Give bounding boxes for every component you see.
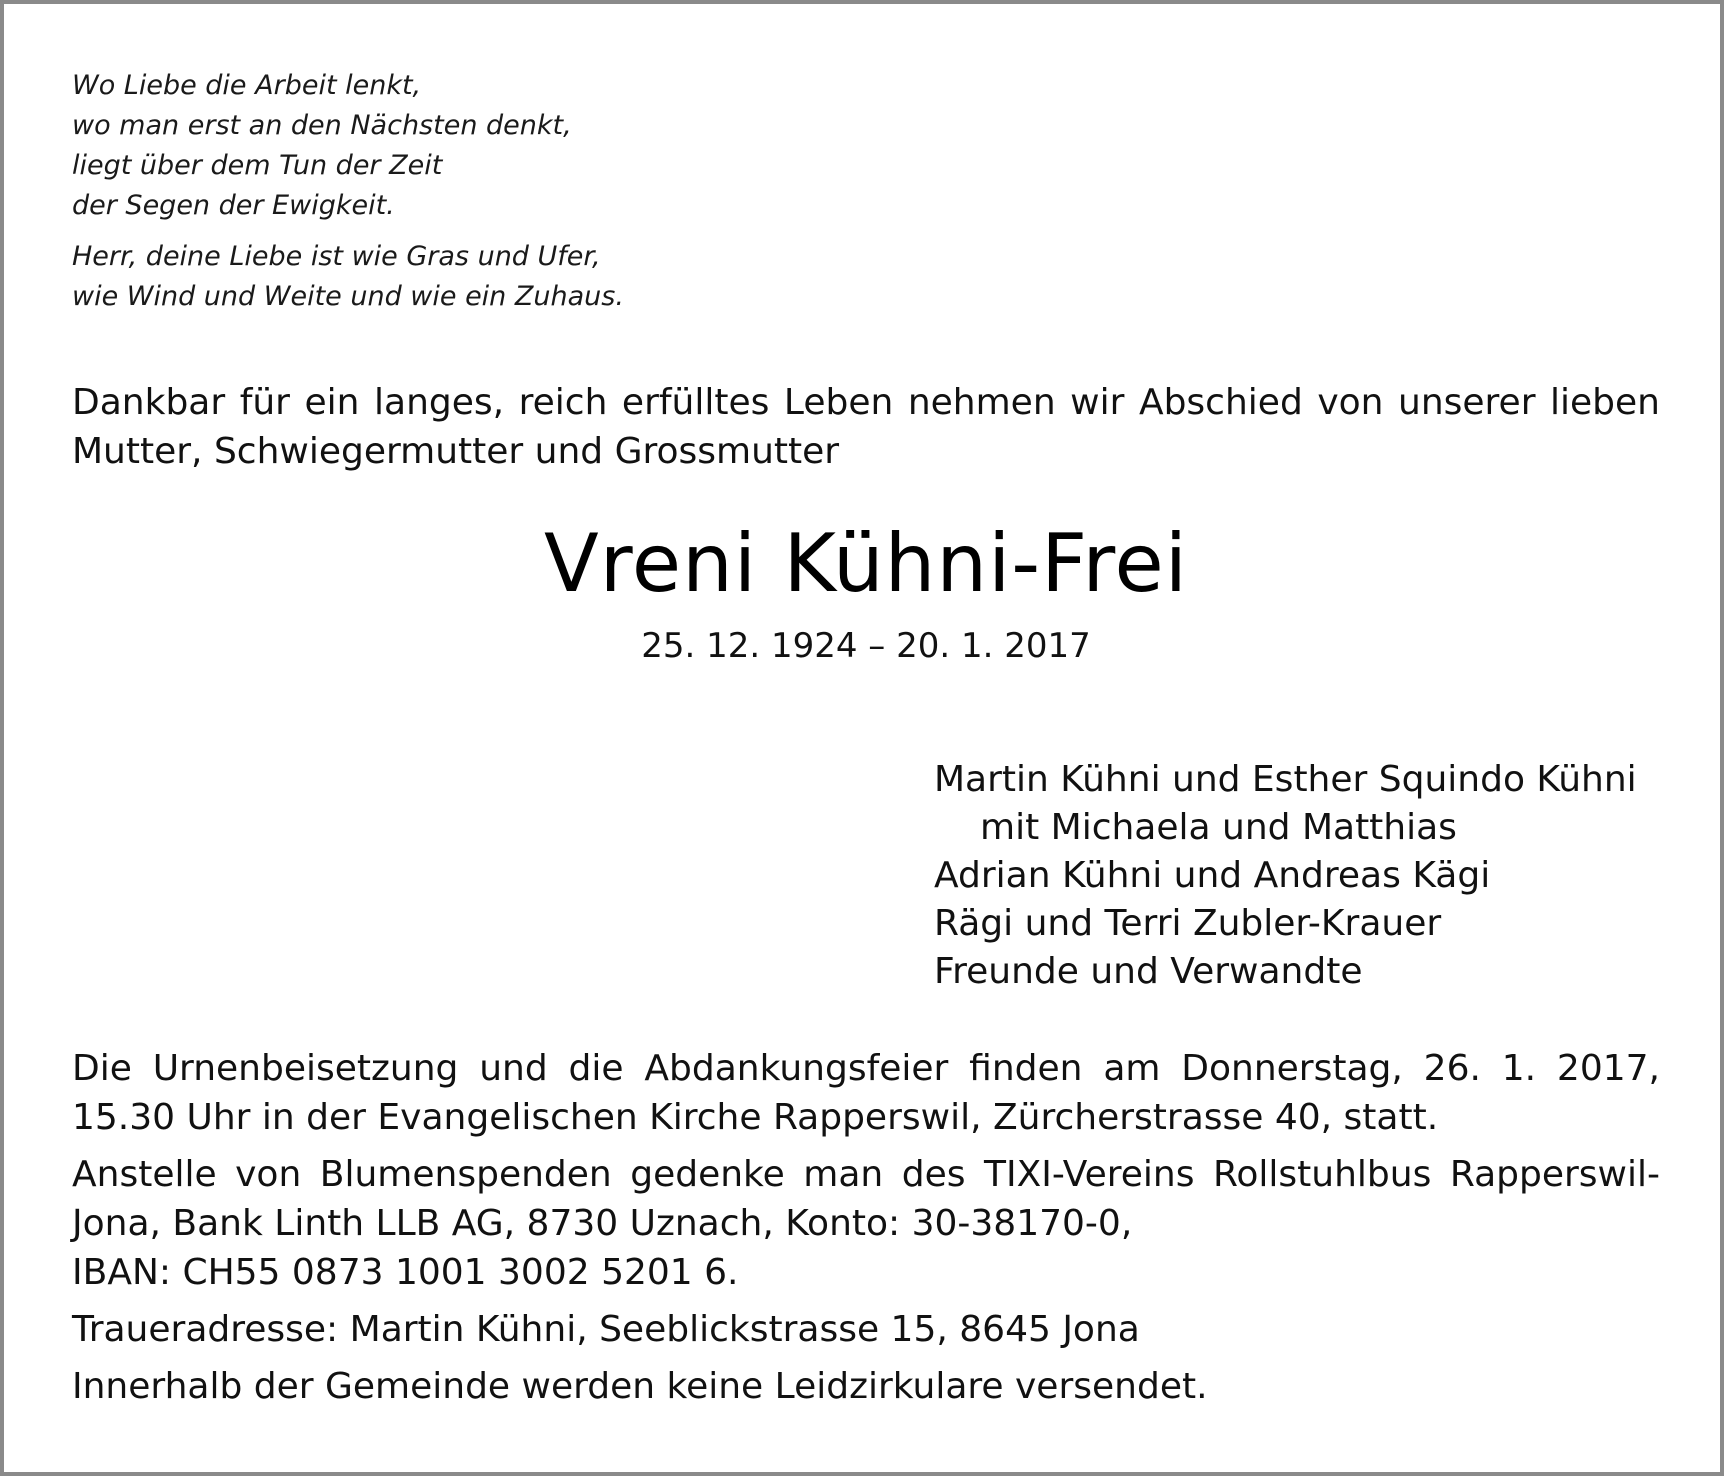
mourners-list (934, 756, 1654, 996)
mourner-line: mit Michaela und Matthias (980, 807, 1457, 848)
funeral-information (72, 1044, 1660, 1411)
donation-info (72, 1150, 1660, 1297)
deceased-name: Vreni Kühni-Frei (544, 517, 1188, 610)
poem-line: der Segen der Ewigkeit. (72, 190, 395, 221)
poem-line: Herr, deine Liebe ist wie Gras und Ufer, (72, 241, 601, 272)
mourning-address: Traueradresse: Martin Kühni, Seeblickstrasse 15, 8645 Jona (72, 1309, 1140, 1350)
mourner-line: Adrian Kühni und Andreas Kägi (934, 855, 1491, 896)
poem-stanza-1 (72, 66, 972, 226)
donation-text: Anstelle von Blumenspenden gedenke man des TIXI-Vereins Rollstuhlbus Rapperswil-Jona, Bank Linth LLB AG, 8730 Uznach, Konto: 30-38170-0, (72, 1154, 1660, 1244)
iban-text: IBAN: CH55 0873 1001 3002 5201 6. (72, 1252, 739, 1293)
mourner-line: Rägi und Terri Zubler-Krauer (934, 903, 1442, 944)
poem-stanza-2 (72, 237, 972, 317)
obituary-content (72, 4, 1660, 1472)
poem-line: wie Wind und Weite und wie ein Zuhaus. (72, 281, 624, 312)
poem-line: liegt über dem Tun der Zeit (72, 150, 443, 181)
intro-text: Dankbar für ein langes, reich erfülltes Leben nehmen wir Abschied von unserer lieben Mutter, Schwiegermutter und Grossmutter (72, 382, 1660, 472)
poem (72, 66, 972, 317)
mourner-line: Freunde und Verwandte (934, 951, 1363, 992)
poem-line: wo man erst an den Nächsten denkt, (72, 110, 572, 141)
poem-line: Wo Liebe die Arbeit lenkt, (72, 70, 422, 101)
ceremony-text: Die Urnenbeisetzung und die Abdankungsfeier finden am Donnerstag, 26. 1. 2017, 15.30 Uhr in der Evangelischen Kirche Rapperswil, Zürcherstrasse 40, statt. (72, 1048, 1660, 1138)
circular-notice: Innerhalb der Gemeinde werden keine Leidzirkulare versendet. (72, 1366, 1208, 1407)
mourner-line: Martin Kühni und Esther Squindo Kühni (934, 759, 1637, 800)
life-dates: 25. 12. 1924 – 20. 1. 2017 (641, 626, 1091, 666)
